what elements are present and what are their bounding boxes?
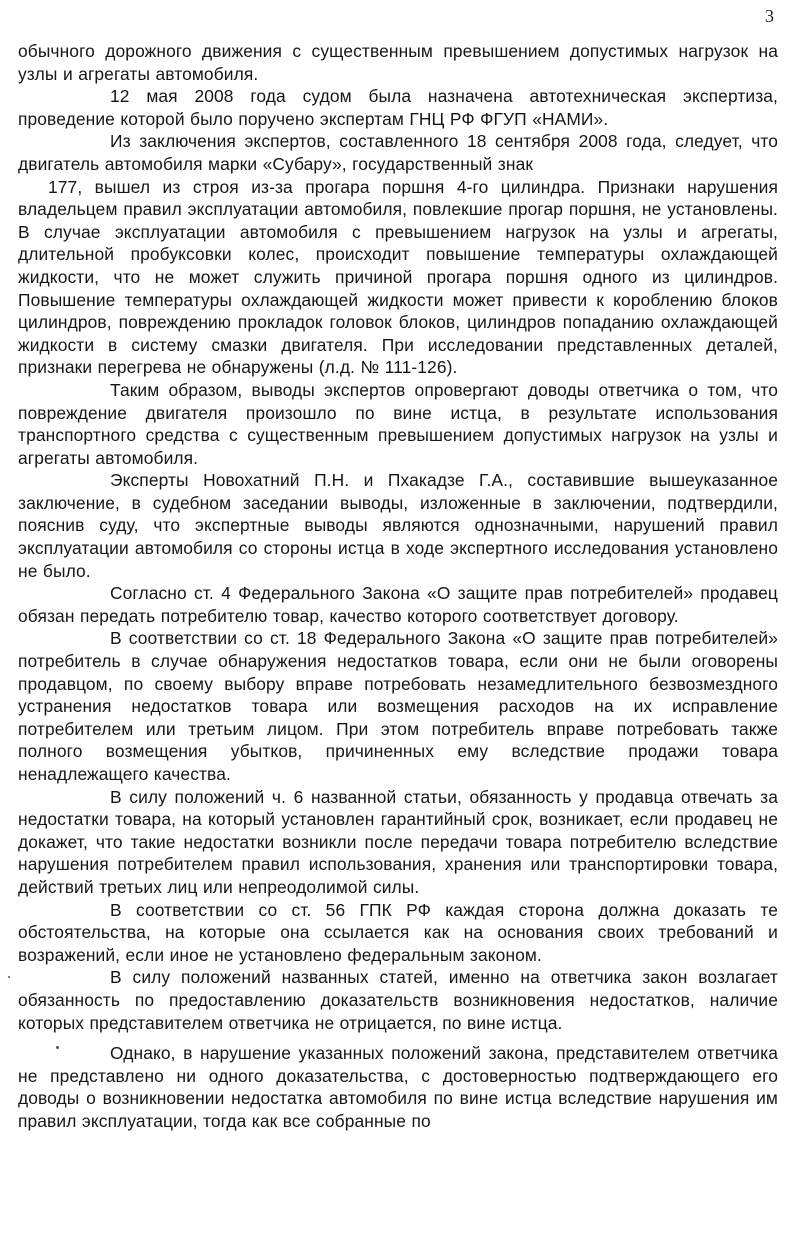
paragraph-7: Согласно ст. 4 Федерального Закона «О защите прав потребителей» продавец обязан передать потребителю товар, качество которого соответствует договору. <box>18 583 778 626</box>
paragraph-4: 177, вышел из строя из-за прогара поршня 4-го цилиндра. Признаки нарушения владельцем правил эксплуатации автомобиля, повлекшие прогар поршня, не установлены. В случае эксплуатации автомобиля с превышением нагрузок на узлы и агрегаты, длительной пробуксовки колес, происходит повышение температуры охлаждающей жидкости, что не может служить причиной прогара поршня одного из цилиндров. Повышение температуры охлаждающей жидкости может привести к короблению блоков цилиндров, повреждению прокладок головок блоков, цилиндров попаданию охлаждающей жидкости в систему смазки двигателя. При исследовании представленных деталей, признаки перегрева не обнаружены (л.д. № 111-126). <box>18 176 778 378</box>
page-number: 3 <box>765 6 774 26</box>
paragraph-6: Эксперты Новохатний П.Н. и Пхакадзе Г.А., составившие вышеуказанное заключение, в судебном заседании выводы, изложенные в заключении, подтвердили, пояснив суду, что экспертные выводы являются однозначными, нарушений правил эксплуатации автомобиля со стороны истца в ходе экспертного исследования установлено не было. <box>18 470 778 581</box>
scan-speck <box>8 976 10 978</box>
paragraph-5: Таким образом, выводы экспертов опровергают доводы ответчика о том, что повреждение двигателя произошло по вине истца, в результате использования транспортного средства с существенным превышением допустимых нагрузок на узлы и агрегаты автомобиля. <box>18 379 778 468</box>
paragraph-11: В силу положений названных статей, именно на ответчика закон возлагает обязанность по предоставлению доказательств возникновения недостатков, наличие которых представителем ответчика не отрицается, по вине истца. <box>18 967 778 1033</box>
paragraph-1: обычного дорожного движения с существенным превышением допустимых нагрузок на узлы и агрегаты автомобиля. <box>18 41 778 84</box>
paragraph-12: Однако, в нарушение указанных положений закона, представителем ответчика не представлено ни одного доказательства, с достоверностью подтверждающего его доводы о возникновении недостатка автомобиля по вине истца вследствие нарушения им правил эксплуатации, тогда как все собранные по <box>18 1043 778 1131</box>
paragraph-2: 12 мая 2008 года судом была назначена автотехническая экспертиза, проведение которой было поручено экспертам ГНЦ РФ ФГУП «НАМИ». <box>18 86 778 129</box>
paragraph-10: В соответствии со ст. 56 ГПК РФ каждая сторона должна доказать те обстоятельства, на которые она ссылается как на основания своих требований и возражений, если иное не установлено федеральным законом. <box>18 899 778 965</box>
paragraph-8: В соответствии со ст. 18 Федерального Закона «О защите прав потребителей» потребитель в случае обнаружения недостатков товара, если они не были оговорены продавцом, по своему выбору вправе потребовать незамедлительного безвозмездного устранения недостатков товара или возмещения расходов на их исправление потребителем или третьим лицом. При этом потребитель вправе потребовать также полного возмещения убытков, причиненных ему вследствие продажи товара ненадлежащего качества. <box>18 628 778 784</box>
paragraph-9: В силу положений ч. 6 названной статьи, обязанность у продавца отвечать за недостатки товара, на который установлен гарантийный срок, возникает, если продавец не докажет, что такие недостатки возникли после передачи товара потребителю вследствие нарушения потребителем правил использования, хранения или транспортировки товара, действий третьих лиц или непреодолимой силы. <box>18 786 778 897</box>
paragraph-3: Из заключения экспертов, составленного 18 сентября 2008 года, следует, что двигатель автомобиля марки «Субару», государственный знак <box>18 131 778 174</box>
scan-speck <box>56 1046 59 1049</box>
document-body <box>18 40 778 1133</box>
